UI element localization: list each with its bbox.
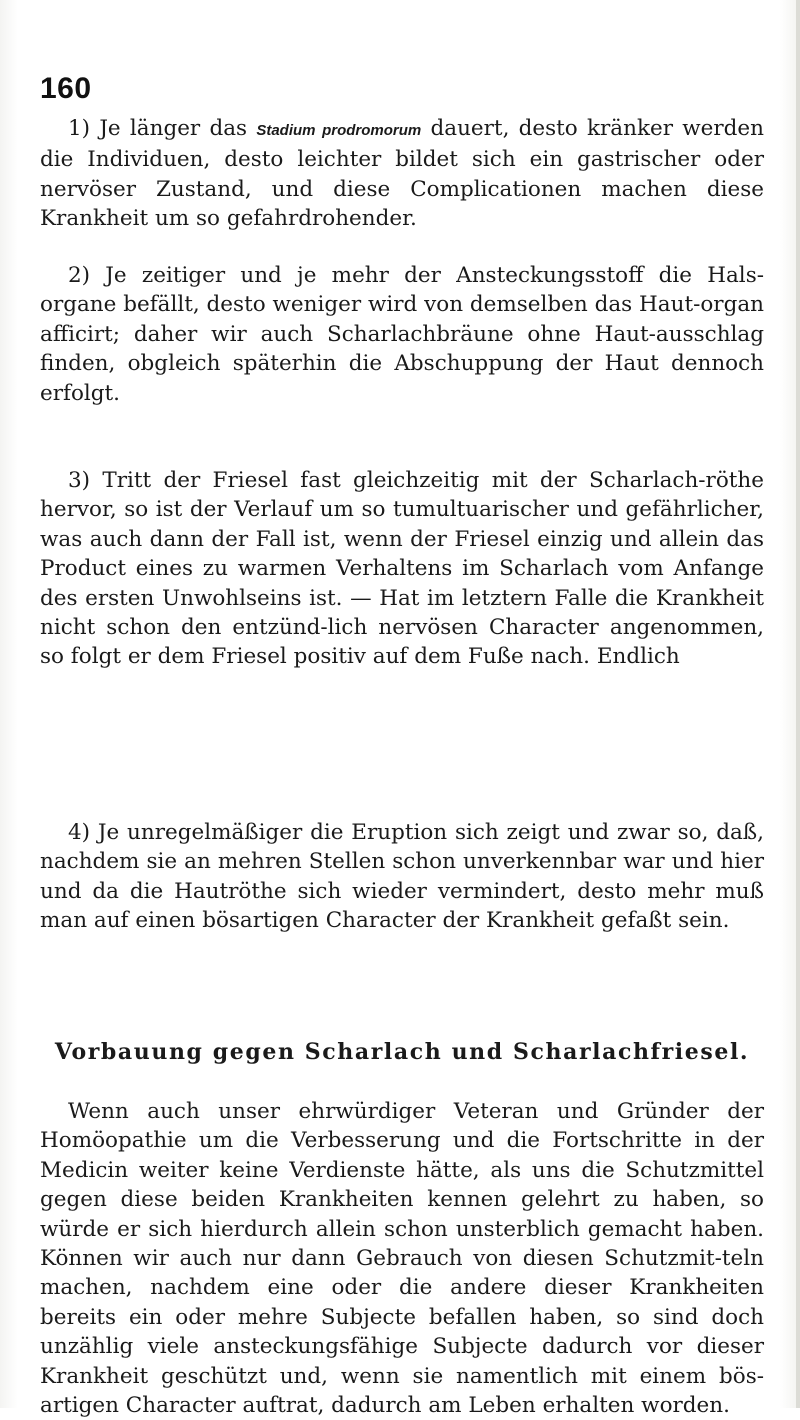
- numbered-item-4: [40, 818, 764, 936]
- section-body: [40, 1097, 764, 1420]
- page-edge-shadow: [796, 0, 800, 1408]
- item-3-paragraph: 3) Tritt der Friesel fast gleichzeitig mit der Scharlach-röthe hervor, so ist der Verlauf um so tumultuarischer und gefährlicher, was auch dann der Fall ist, wenn der Friesel einzig und allein das Product eines zu warmen Verhaltens im Scharlach vom Anfange des ersten Unwohlseins ist. — Hat im letztern Falle die Krankheit nicht schon den entzünd-lich nervösen Character angenommen, so folgt er dem Friesel positiv auf dem Fuße nach. Endlich: [40, 468, 764, 670]
- item-1-paragraph: [40, 114, 764, 234]
- section-paragraph: Wenn auch unser ehrwürdiger Veteran und Gründer der Homöopathie um die Verbesserung und die Fortschritte in der Medicin weiter keine Verdienste hätte, als uns die Schutzmittel gegen diese beiden Krankheiten kennen gelehrt zu haben, so würde er sich hierdurch allein schon unsterblich gemacht haben. Können wir auch nur dann Gebrauch von diesen Schutzmit-teln machen, nachdem eine oder die andere dieser Krankheiten bereits ein oder mehre Subjecte befallen haben, so sind doch unzählig viele ansteckungsfähige Subjecte dadurch vor dieser Krankheit geschützt und, wenn sie namentlich mit einem bös-artigen Character auftrat, dadurch am Leben erhalten worden.: [40, 1099, 764, 1419]
- item-4-paragraph: 4) Je unregelmäßiger die Eruption sich zeigt und zwar so, daß, nachdem sie an mehren Stellen schon unverkennbar war und hier und da die Hautröthe sich wieder vermindert, desto mehr muß man auf einen bösartigen Character der Krankheit gefaßt sein.: [40, 820, 764, 934]
- numbered-item-1: [40, 114, 764, 234]
- item-2-paragraph: 2) Je zeitiger und je mehr der Ansteckungsstoff die Hals-organe befällt, desto weniger wird von demselben das Haut-organ afficirt; daher wir auch Scharlachbräune ohne Haut-ausschlag finden, obgleich späterhin die Abschuppung der Haut dennoch erfolgt.: [40, 263, 764, 406]
- item-1-text-after: dauert, desto kränker werden die Individuen, desto leichter bildet sich ein gastrischer oder nervöser Zustand, und diese Complicationen machen diese Krankheit um so gefahrdrohender.: [40, 116, 764, 232]
- page-number: 160: [40, 72, 92, 105]
- item-1-text-before: 1) Je länger das: [68, 116, 257, 141]
- numbered-item-3: [40, 466, 764, 672]
- numbered-item-2: [40, 261, 764, 408]
- section-heading: Vorbauung gegen Scharlach und Scharlachfriesel.: [54, 1039, 750, 1065]
- item-1-latin-term: Stadium prodromorum: [256, 122, 422, 139]
